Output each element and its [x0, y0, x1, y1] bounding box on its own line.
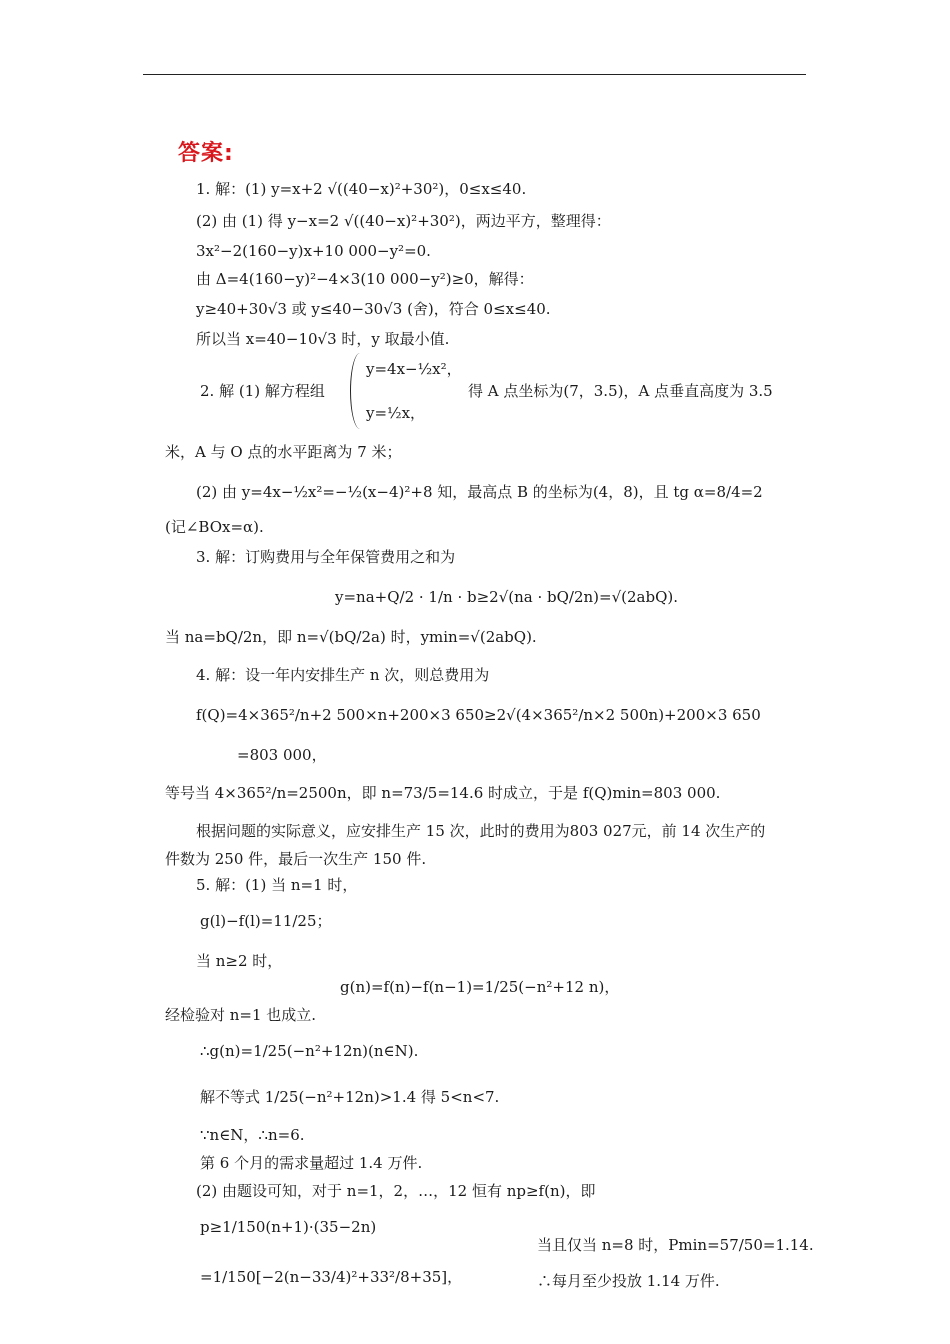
- line-p4-1: 4. 解：设一年内安排生产 n 次，则总费用为: [196, 666, 490, 684]
- line-p2-eq2: y=½x，: [366, 404, 426, 422]
- line-p4-3: =803 000，: [237, 746, 327, 764]
- line-p5-8: ∵n∈N，∴n=6.: [200, 1126, 305, 1144]
- line-p1-6: 所以当 x=40−10√3 时，y 取最小值.: [196, 330, 450, 348]
- line-p2-tail: 得 A 点坐标为(7，3.5)，A 点垂直高度为 3.5: [468, 382, 773, 400]
- line-p5-1: 5. 解：(1) 当 n=1 时，: [196, 876, 358, 894]
- line-p3-1: 3. 解：订购费用与全年保管费用之和为: [196, 548, 456, 566]
- line-p1-3: 3x²−2(160−y)x+10 000−y²=0.: [196, 242, 431, 260]
- line-p1-2: (2) 由 (1) 得 y−x=2 √((40−x)²+30²)，两边平方，整理得：: [196, 212, 611, 230]
- answer-title: 答案:: [178, 141, 234, 166]
- line-p5-14: ∴每月至少投放 1.14 万件.: [537, 1272, 720, 1290]
- line-p2-2: (2) 由 y=4x−½x²=−½(x−4)²+8 知，最高点 B 的坐标为(4，8)，且 tg α=8/4=2: [196, 483, 763, 501]
- line-p5-9: 第 6 个月的需求量超过 1.4 万件.: [200, 1154, 423, 1172]
- line-p4-5: 根据问题的实际意义，应安排生产 15 次，此时的费用为803 027元，前 14 次生产的: [196, 822, 766, 840]
- line-p2-eq1: y=4x−½x²，: [366, 360, 462, 378]
- line-p2-3: (记∠BOx=α).: [165, 518, 264, 536]
- line-p1-4: 由 Δ=4(160−y)²−4×3(10 000−y²)≥0，解得：: [196, 270, 534, 288]
- line-p4-2: f(Q)=4×365²/n+2 500×n+200×3 650≥2√(4×365²/n×2 500n)+200×3 650: [196, 706, 761, 724]
- equation-system-brace: [350, 353, 361, 429]
- line-p5-13: 当且仅当 n=8 时，Pmin=57/50=1.14.: [537, 1236, 814, 1254]
- line-p1-5: y≥40+30√3 或 y≤40−30√3 (舍)，符合 0≤x≤40.: [196, 300, 551, 318]
- line-p2-cont: 米，A 与 O 点的水平距离为 7 米；: [165, 443, 402, 461]
- line-p2-lead: 2. 解 (1) 解方程组: [200, 382, 325, 400]
- line-p5-5: 经检验对 n=1 也成立.: [165, 1006, 317, 1024]
- line-p5-6: ∴g(n)=1/25(−n²+12n)(n∈N).: [200, 1042, 419, 1060]
- line-p5-4: g(n)=f(n)−f(n−1)=1/25(−n²+12 n)，: [340, 978, 620, 996]
- header-rule: [143, 74, 806, 75]
- line-p4-6: 件数为 250 件，最后一次生产 150 件.: [165, 850, 427, 868]
- line-p5-7: 解不等式 1/25(−n²+12n)>1.4 得 5<n<7.: [200, 1088, 500, 1106]
- line-p5-3: 当 n≥2 时，: [196, 952, 283, 970]
- line-p5-10: (2) 由题设可知，对于 n=1，2，…，12 恒有 np≥f(n)，即: [196, 1182, 596, 1200]
- line-p5-12: =1/150[−2(n−33/4)²+33²/8+35]，: [200, 1268, 463, 1286]
- line-p5-11: p≥1/150(n+1)·(35−2n): [200, 1218, 377, 1236]
- line-p3-2: y=na+Q/2 · 1/n · b≥2√(na · bQ/2n)=√(2abQ).: [335, 588, 679, 606]
- line-p4-4: 等号当 4×365²/n=2500n，即 n=73/5=14.6 时成立，于是 f(Q)min=803 000.: [165, 784, 721, 802]
- line-p1-1: 1. 解：(1) y=x+2 √((40−x)²+30²)，0≤x≤40.: [196, 180, 527, 198]
- line-p5-2: g(l)−f(l)=11/25；: [200, 912, 332, 930]
- line-p3-3: 当 na=bQ/2n，即 n=√(bQ/2a) 时，ymin=√(2abQ).: [165, 628, 537, 646]
